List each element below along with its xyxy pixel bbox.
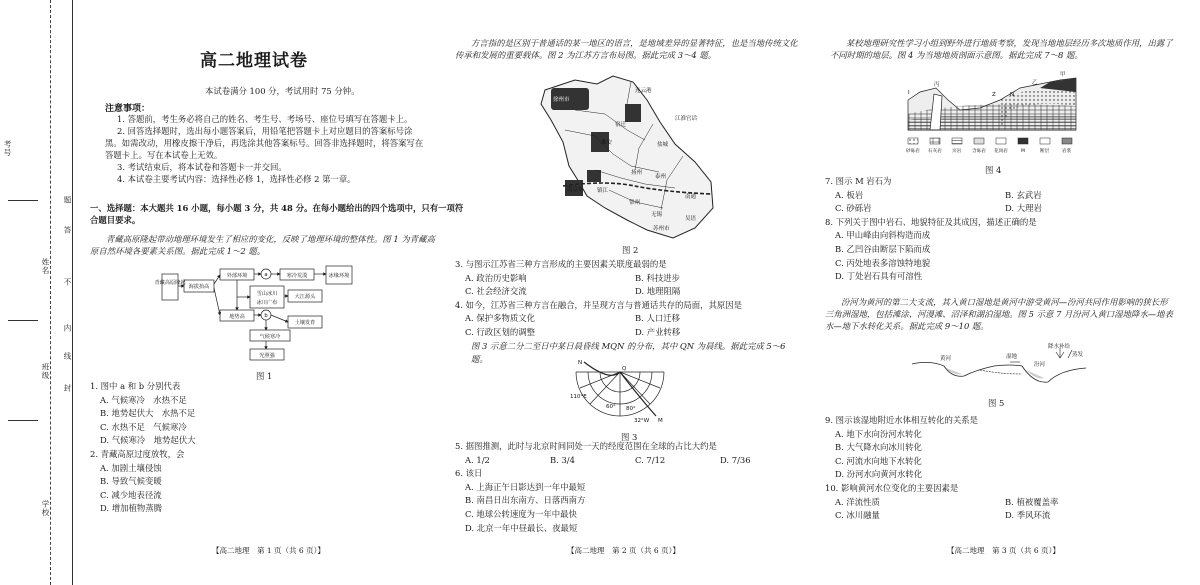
name-label: 姓名 bbox=[41, 258, 50, 275]
map-legend-label: 江淮官话 bbox=[675, 116, 698, 122]
seal-char: 内 bbox=[63, 324, 72, 333]
figure-1-diagram bbox=[154, 264, 360, 368]
blank-line bbox=[8, 420, 38, 421]
notice-item: 黑。如需改动，用橡皮擦干净后，再选涂其他答案标号。回答非选择题时，将答案写在 bbox=[105, 137, 424, 148]
notice-item: 答题卡上。写在本试卷上无效。 bbox=[105, 149, 223, 160]
fig3-label: 60° bbox=[606, 404, 616, 410]
legend-label: 石灰岩 bbox=[928, 149, 942, 154]
intro-line: 方言指的是区别于普通话的某一地区的语言，是地域差异的显著特征，也是当地传统文化 bbox=[471, 38, 798, 48]
option[interactable]: B. 人口迁移 bbox=[635, 313, 680, 324]
map-label: 常州 bbox=[629, 200, 641, 206]
intro-line: 三角洲湿地，包括滩涂、河漫滩、沼泽和湖泊湿地。图 5 示意 7 月汾河入黄口湿地降水—地表 bbox=[825, 308, 1173, 319]
map-label: 徐州市 bbox=[553, 97, 570, 103]
fig3-label: N bbox=[578, 360, 583, 366]
option[interactable]: D. 北京一年中昼最长、夜最短 bbox=[465, 522, 578, 533]
node-label: a bbox=[264, 272, 268, 278]
option[interactable]: C. 丙处地表多溶蚀特地貌 bbox=[835, 257, 931, 268]
intro-line: 某校地理研究性学习小组到野外进行地质考察，发现当地地层经历多次地质作用，出露了 bbox=[846, 38, 1173, 48]
option[interactable]: C. 减少地表径流 bbox=[100, 489, 162, 500]
option[interactable]: C. 地球公转速度为一年中最快 bbox=[465, 509, 577, 520]
option[interactable]: B. 玄武岩 bbox=[1005, 189, 1042, 200]
option[interactable]: B. 植被覆盖率 bbox=[1005, 496, 1059, 507]
question-stem: 10. 影响黄河水位变化的主要因素是 bbox=[825, 483, 959, 494]
figure-4-diagram bbox=[900, 70, 1080, 168]
fig4-label: 甲 bbox=[1060, 72, 1066, 78]
blank-line bbox=[8, 320, 38, 321]
option[interactable]: C. 7/12 bbox=[635, 454, 666, 465]
map-label: 镇江 bbox=[597, 188, 609, 194]
figure-3-caption: 图 3 bbox=[621, 432, 638, 442]
map-label: 苏州市 bbox=[653, 226, 670, 232]
notice-item: 1. 答题前，考生务必将自己的姓名、考生号、考场号、座位号填写在答题卡上。 bbox=[117, 114, 413, 124]
intro-text bbox=[90, 234, 435, 258]
question-stem: 2. 青藏高原过度放牧，会 bbox=[90, 449, 185, 460]
intro-text bbox=[825, 297, 1175, 333]
figure-4-caption: 图 4 bbox=[985, 165, 1002, 175]
notice-title: 注意事项： bbox=[105, 104, 151, 114]
node-label: 寒冷荒漠 bbox=[286, 273, 308, 279]
node-label: 海拔抬高 bbox=[188, 284, 210, 290]
notice-item: 4. 本试卷主要考试内容：选择性必修 1，选择性必修 2 第一章。 bbox=[117, 173, 356, 184]
map-label: 淮安 bbox=[601, 140, 613, 146]
fig4-label: Z bbox=[992, 92, 996, 98]
option[interactable]: A. 保护多物质文化 bbox=[465, 313, 535, 324]
map-label: 南通 bbox=[685, 194, 697, 200]
option[interactable]: C. 社会经济交流 bbox=[465, 286, 527, 297]
notice-item: 3. 考试结束后，将本试卷和答题卡一并交回。 bbox=[117, 161, 287, 172]
node-label: 光照强 bbox=[259, 353, 275, 359]
option[interactable]: B. 科技进步 bbox=[635, 272, 680, 283]
option[interactable]: B. 导致气候变暖 bbox=[100, 476, 162, 487]
option[interactable]: D. 增加植物蒸腾 bbox=[100, 503, 162, 514]
binding-solid-line bbox=[72, 0, 73, 585]
legend-label: 断层 bbox=[1040, 149, 1050, 154]
fig5-label: 蒸发 bbox=[1072, 352, 1084, 358]
paper-title: 高二地理试卷 bbox=[200, 51, 308, 71]
notice-item: 2. 回答选择题时，选出每小题答案后，用铅笔把答题卡上对应题目的答案标号涂 bbox=[117, 125, 413, 136]
figure-2-caption: 图 2 bbox=[622, 245, 639, 255]
map-legend-label: 吴语 bbox=[685, 216, 697, 222]
fig3-label: M bbox=[658, 418, 663, 424]
node-box bbox=[162, 274, 178, 300]
node-label: 气候寒冷 bbox=[259, 334, 281, 340]
option[interactable]: C. 行政区划的调整 bbox=[465, 327, 536, 338]
map-label: 泰州 bbox=[655, 174, 667, 180]
fig5-label: 降水补给 bbox=[1048, 344, 1071, 350]
section-heading: 一、选择题：本大题共 16 小题，每小题 3 分，共 48 分。在每小题给出的四个选项中，只有一项符 bbox=[90, 203, 464, 213]
questions-3-4 bbox=[455, 258, 800, 367]
question-stem: 6. 该日 bbox=[455, 468, 483, 479]
node-label: 地势高 bbox=[229, 314, 245, 320]
seal-char: 线 bbox=[63, 352, 72, 361]
option[interactable]: B. 乙凹谷由断层下陷而成 bbox=[835, 244, 931, 255]
legend-label: 含砾岩 bbox=[972, 149, 986, 154]
option[interactable]: D. 丁处岩石具有可溶性 bbox=[835, 271, 923, 282]
question-stem: 5. 据图推测，此时与北京时间同处一天的经度范围在全球的占比大约是 bbox=[455, 441, 717, 451]
fig4-label: 丙 bbox=[934, 82, 940, 88]
question-stem: 8. 下列关于图中岩石、地貌特征及其成因，描述正确的是 bbox=[825, 216, 1037, 227]
map-label: 扬州 bbox=[631, 170, 643, 176]
node-label: 雪山冰川 bbox=[256, 291, 278, 297]
intro-text bbox=[830, 38, 1175, 62]
fig3-label: 80° bbox=[626, 406, 636, 412]
binding-dashed-line bbox=[50, 0, 51, 585]
option[interactable]: A. 1/2 bbox=[465, 454, 490, 465]
node-label: 外部环境 bbox=[226, 273, 248, 279]
fig5-label: 黄河 bbox=[940, 356, 952, 362]
intro-line: 汾河为黄河的第二大支流，其入黄口湿地是黄河中游受黄河—汾河共同作用影响的狭长形 bbox=[841, 297, 1168, 307]
paper-meta: 本试卷满分 100 分，考试用时 75 分钟。 bbox=[205, 86, 360, 96]
question-stem: 1. 图中 a 和 b 分别代表 bbox=[90, 381, 181, 391]
fig3-label: 32°W bbox=[634, 418, 650, 424]
figure-3-diagram bbox=[570, 358, 670, 434]
option[interactable]: C. 水热不足 气候寒冷 bbox=[100, 421, 187, 432]
class-label: 班级 bbox=[41, 363, 50, 380]
seal-char: 题 bbox=[63, 196, 72, 205]
intro-line: 原自然环境各要素关系图。据此完成 1～2 题。 bbox=[90, 245, 266, 256]
legend-label: M bbox=[1021, 149, 1025, 154]
seal-char: 答 bbox=[63, 226, 72, 235]
option[interactable]: D. 7/36 bbox=[720, 454, 751, 465]
notice-list bbox=[105, 114, 425, 186]
figure-1-caption: 图 1 bbox=[256, 371, 273, 381]
fig5-label: 汾河 bbox=[1034, 362, 1046, 368]
seal-char: 不 bbox=[63, 278, 72, 287]
intro-line: 青藏高原隆起带动地理环境发生了相应的变化，反映了地理环境的整体性。图 1 为青藏高 bbox=[106, 234, 435, 244]
questions-5-6 bbox=[455, 440, 800, 535]
intro-text bbox=[455, 38, 800, 62]
legend-label: 花岗岩 bbox=[994, 149, 1008, 154]
legend-label: 砂砾岩 bbox=[906, 149, 920, 154]
option[interactable]: D. 产业转移 bbox=[635, 327, 681, 338]
option[interactable]: D. 地理阻隔 bbox=[635, 286, 681, 297]
option[interactable]: D. 汾河水向黄河水转化 bbox=[835, 469, 923, 480]
option[interactable]: B. 南昌日出东南方、日落西南方 bbox=[465, 495, 586, 506]
option[interactable]: D. 季风环流 bbox=[1005, 510, 1051, 521]
option[interactable]: A. 甲山峰由向斜构造而成 bbox=[835, 230, 931, 241]
question-stem: 4. 如今，江苏省三种方言在融合，并呈现方言与普通话共存的局面，其原因是 bbox=[455, 299, 743, 310]
option[interactable]: A. 洋流性质 bbox=[835, 496, 880, 507]
legend-label: 岩浆 bbox=[1062, 149, 1072, 154]
map-label: 连云港 bbox=[635, 88, 652, 94]
map-label: 宿迁 bbox=[615, 122, 627, 128]
fig4-label: I bbox=[908, 90, 910, 96]
node-label: b bbox=[264, 313, 268, 319]
option[interactable]: A. 政治历史影响 bbox=[465, 272, 527, 283]
fig4-label: N bbox=[1010, 92, 1015, 98]
blank-line bbox=[8, 200, 38, 201]
option[interactable]: A. 地下水向汾河水转化 bbox=[835, 428, 922, 439]
intro-line: 水—地下水转化关系。据此完成 9～10 题。 bbox=[825, 320, 989, 331]
option[interactable]: C. 河流水向地下水转化 bbox=[835, 455, 922, 466]
intro-line: 传承和发展的重要载体。图 2 为江苏方言布局图。据此完成 3～4 题。 bbox=[455, 49, 717, 60]
intro-line: 图 3 示意二分二至日中某日晨昏线 MQN 的分布，其中 QN 为晨线。据此完成 5～6 题。 bbox=[471, 340, 786, 365]
school-label: 学校 bbox=[41, 500, 50, 517]
question-stem: 7. 图示 M 岩石为 bbox=[825, 176, 892, 186]
option[interactable]: C. 冰川融量 bbox=[835, 510, 880, 521]
page-footer: 【高二地理 第 3 页（共 6 页）】 bbox=[947, 546, 1060, 555]
node-label: 青藏高原隆起 bbox=[154, 280, 186, 286]
node-label: 土壤发育 bbox=[294, 320, 316, 326]
option[interactable]: D. 大理岩 bbox=[1005, 203, 1042, 214]
option[interactable]: A. 上海正午日影达到一年中最短 bbox=[465, 481, 586, 492]
exam-no-label: 考号 bbox=[3, 140, 12, 157]
option[interactable]: B. 地势起伏大 水热不足 bbox=[100, 408, 196, 419]
question-1 bbox=[90, 380, 390, 516]
question-stem: 9. 图示该湿地附近水体相互转化的关系是 bbox=[825, 415, 979, 425]
page-footer: 【高二地理 第 2 页（共 6 页）】 bbox=[567, 546, 680, 555]
questions-7-8 bbox=[825, 175, 1170, 284]
option[interactable]: B. 大气降水向冰川转化 bbox=[835, 442, 922, 453]
figure-5-caption: 图 5 bbox=[988, 398, 1005, 408]
map-label: 盐城 bbox=[657, 142, 669, 148]
fig5-label: 湿地 bbox=[1006, 354, 1018, 360]
option[interactable]: D. 气候寒冷 地势起伏大 bbox=[100, 435, 196, 446]
option[interactable]: C. 砂砾岩 bbox=[835, 203, 872, 214]
figure-5-diagram bbox=[910, 344, 1090, 396]
node-label: 冰缘环境 bbox=[328, 273, 350, 279]
fig3-label: 110°E bbox=[570, 394, 587, 400]
question-stem: 3. 与图示江苏省三种方言形成的主要因素关联度最弱的是 bbox=[455, 259, 667, 269]
questions-9-10 bbox=[825, 414, 1170, 523]
node-label: 冰川广布 bbox=[256, 300, 278, 306]
intro-line: 不同时期的地层。图 4 为当地地质剖面示意图。据此完成 7～8 题。 bbox=[830, 49, 1083, 60]
section-heading-2: 合题目要求。 bbox=[90, 215, 141, 225]
fig4-label: 乙 bbox=[1032, 80, 1038, 86]
seal-char: 封 bbox=[63, 384, 72, 393]
option[interactable]: A. 加剧土壤侵蚀 bbox=[100, 462, 162, 473]
map-label: 无锡 bbox=[651, 212, 663, 218]
figure-2-map bbox=[535, 70, 720, 242]
option[interactable]: B. 3/4 bbox=[550, 454, 575, 465]
node-label: 大江源头 bbox=[294, 294, 316, 300]
option[interactable]: A. 气候寒冷 水热不足 bbox=[100, 394, 187, 405]
page-footer: 【高二地理 第 1 页（共 6 页）】 bbox=[212, 546, 325, 555]
option[interactable]: A. 板岩 bbox=[835, 189, 864, 200]
map-label: 南京市 bbox=[567, 187, 584, 193]
fig3-label: Q bbox=[622, 366, 627, 372]
legend-label: 页岩 bbox=[952, 149, 962, 154]
